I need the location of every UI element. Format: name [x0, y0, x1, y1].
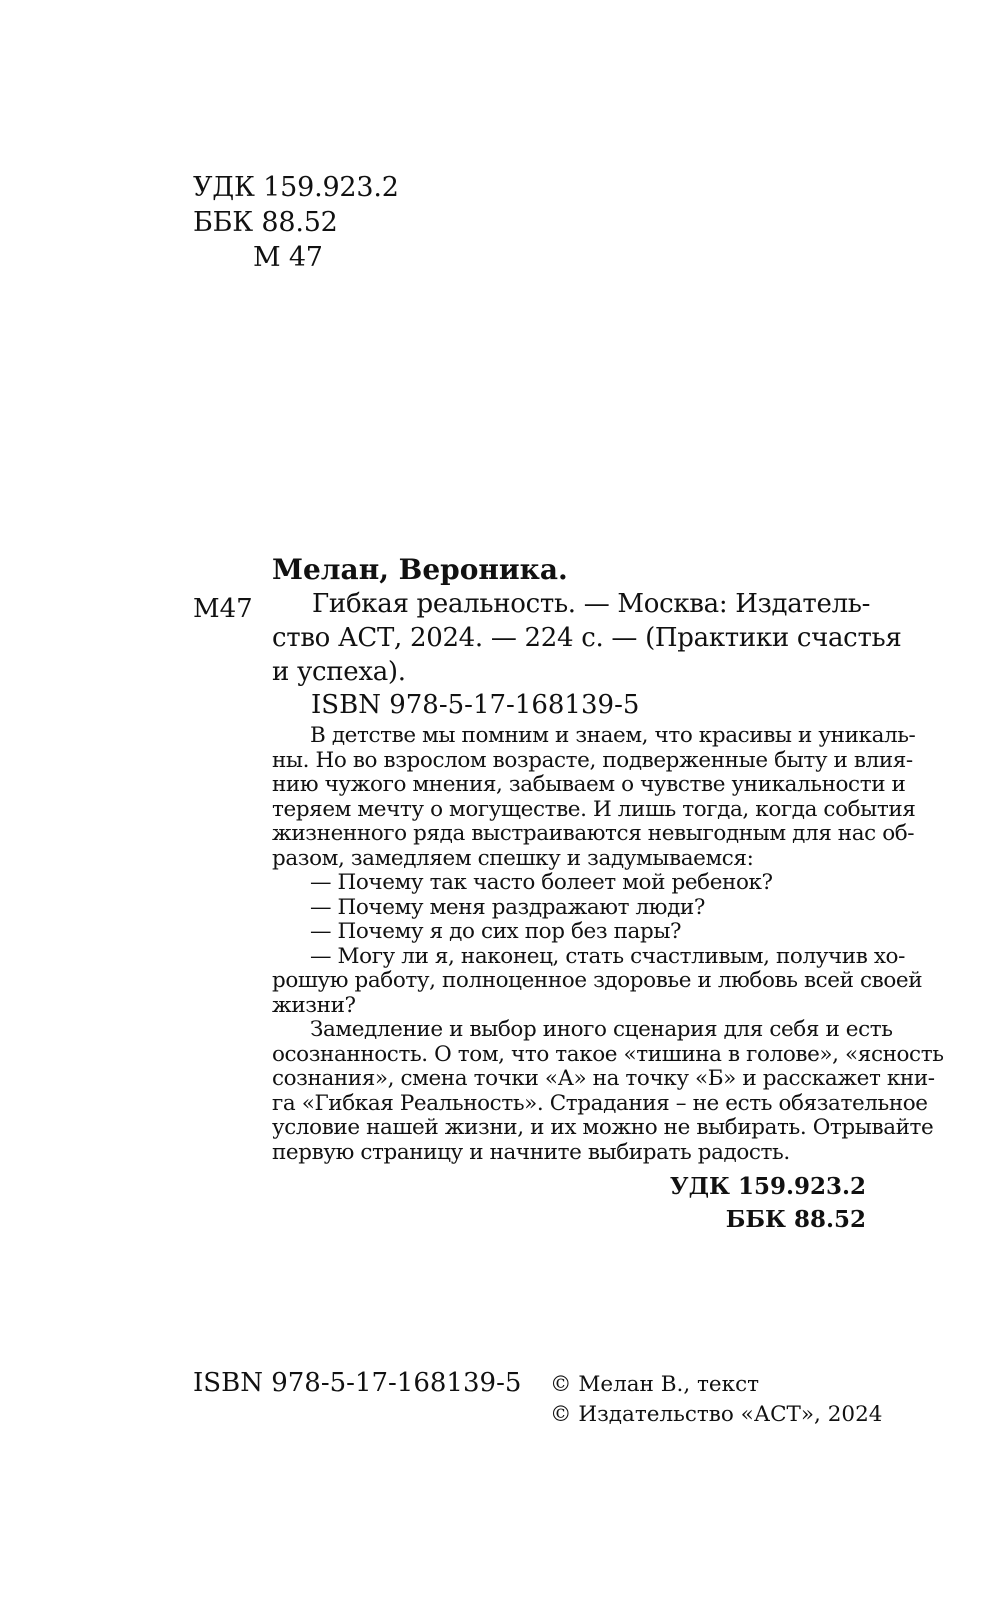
abstract-dialogue-line: — Почему я до сих пор без пары?	[310, 919, 682, 944]
abstract-line: жизненного ряда выстраиваются невыгодным для нас об-	[272, 821, 915, 846]
abstract-line: разом, замедляем спешку и задумываемся:	[272, 845, 754, 871]
abstract-line: сознания», смена точки «А» на точку «Б» и расскажет кни-	[272, 1066, 935, 1091]
abstract-line: нию чужого мнения, забываем о чувстве уникальности и	[272, 772, 906, 797]
udk-code-bottom: УДК 159.923.2	[669, 1173, 866, 1200]
author-mark-top: М 47	[253, 242, 323, 273]
copyright-author: © Мелан В., текст	[550, 1372, 760, 1397]
udk-code-top: УДК 159.923.2	[193, 172, 399, 203]
abstract-dialogue-line: — Могу ли я, наконец, стать счастливым, получив хо-	[310, 943, 905, 969]
abstract-line: условие нашей жизни, и их можно не выбирать. Отрывайте	[272, 1115, 934, 1140]
description-line: Гибкая реальность. — Москва: Издатель-	[312, 589, 871, 619]
abstract-dialogue-line: — Почему так часто болеет мой ребенок?	[310, 870, 773, 895]
abstract-line: теряем мечту о могуществе. И лишь тогда, когда события	[272, 796, 916, 822]
abstract-line: В детстве мы помним и знаем, что красивы и уникаль-	[310, 723, 916, 748]
copyright-publisher: © Издательство «АСТ», 2024	[550, 1402, 883, 1427]
bbk-code-bottom: ББК 88.52	[725, 1206, 866, 1233]
abstract-line: первую страницу и начните выбирать радость.	[272, 1139, 790, 1165]
abstract-line: рошую работу, полноценное здоровье и любовь всей своей	[272, 968, 923, 993]
abstract-dialogue-line: — Почему меня раздражают люди?	[310, 894, 705, 920]
abstract-line: осознанность. О том, что такое «тишина в голове», «ясность	[272, 1041, 944, 1067]
description-line: и успеха).	[272, 657, 406, 687]
author-heading: Мелан, Вероника.	[272, 553, 568, 586]
isbn-record: ISBN 978-5-17-168139-5	[311, 690, 640, 720]
author-sign-code: М47	[193, 594, 253, 624]
abstract-line: ны. Но во взрослом возрасте, подверженные быту и влия-	[272, 747, 913, 773]
description-line: ство АСТ, 2024. — 224 с. — (Практики счастья	[272, 623, 902, 653]
abstract-line: жизни?	[272, 992, 356, 1018]
abstract	[272, 723, 944, 1165]
bibliographic-description	[272, 587, 902, 689]
abstract-line: га «Гибкая Реальность». Страдания – не есть обязательное	[272, 1090, 928, 1116]
isbn-footer: ISBN 978-5-17-168139-5	[193, 1368, 522, 1398]
abstract-line: Замедление и выбор иного сценария для себя и есть	[310, 1017, 893, 1042]
bbk-code-top: ББК 88.52	[193, 207, 338, 238]
